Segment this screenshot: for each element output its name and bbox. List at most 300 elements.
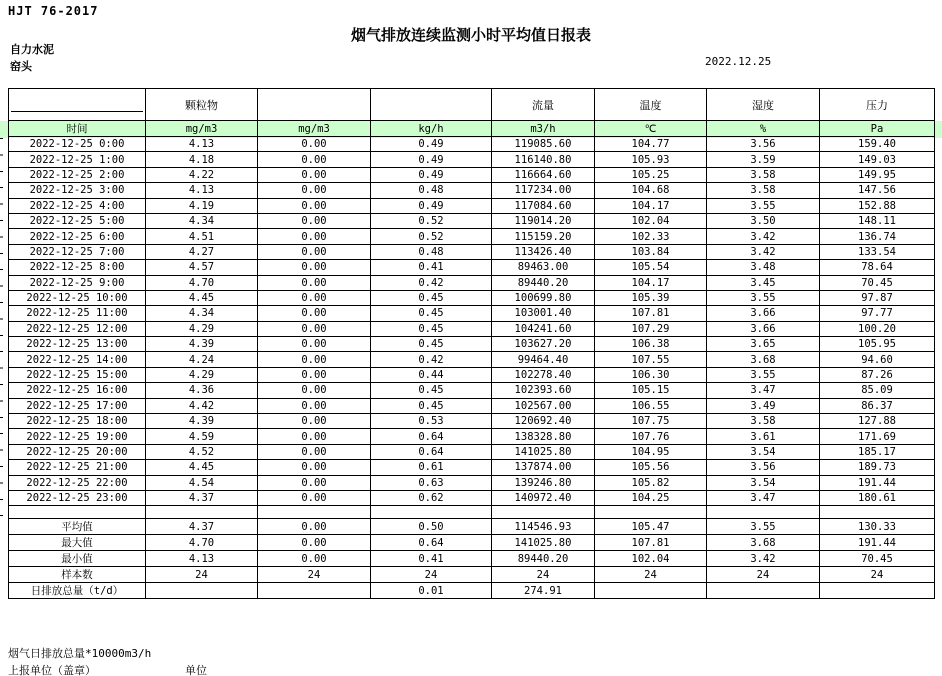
table-row — [9, 183, 935, 198]
value-cell: 105.82 — [595, 475, 707, 490]
value-cell: 0.00 — [258, 460, 371, 475]
time-cell: 2022-12-25 20:00 — [9, 444, 146, 459]
table-row — [9, 306, 935, 321]
summary-value-cell: 4.37 — [146, 519, 258, 535]
summary-value-cell: 105.47 — [595, 519, 707, 535]
summary-row — [9, 551, 935, 567]
monitoring-table — [8, 88, 935, 599]
column-header-humidity: 湿度 — [707, 89, 820, 121]
time-cell: 2022-12-25 0:00 — [9, 137, 146, 152]
summary-row — [9, 535, 935, 551]
value-cell: 185.17 — [820, 444, 935, 459]
value-cell: 105.95 — [820, 337, 935, 352]
table-row — [9, 290, 935, 305]
monitoring-point: 窑头 — [10, 60, 32, 73]
value-cell: 0.00 — [258, 367, 371, 382]
value-cell: 4.42 — [146, 398, 258, 413]
value-cell: 102.33 — [595, 229, 707, 244]
table-header — [9, 89, 935, 137]
value-cell: 3.56 — [707, 460, 820, 475]
value-cell: 4.39 — [146, 337, 258, 352]
value-cell: 0.53 — [371, 414, 492, 429]
summary-value-cell: 24 — [595, 567, 707, 583]
value-cell: 0.00 — [258, 306, 371, 321]
value-cell: 4.51 — [146, 229, 258, 244]
value-cell: 100699.80 — [492, 290, 595, 305]
summary-rows — [9, 519, 935, 599]
summary-value-cell — [820, 583, 935, 599]
time-header: 时间 — [9, 121, 146, 137]
value-cell: 3.47 — [707, 383, 820, 398]
summary-value-cell: 70.45 — [820, 551, 935, 567]
blank-cell — [9, 506, 146, 519]
summary-value-cell: 3.42 — [707, 551, 820, 567]
table-row — [9, 137, 935, 152]
value-cell: 0.00 — [258, 244, 371, 259]
value-cell: 70.45 — [820, 275, 935, 290]
time-cell: 2022-12-25 11:00 — [9, 306, 146, 321]
value-cell: 141025.80 — [492, 444, 595, 459]
value-cell: 89440.20 — [492, 275, 595, 290]
value-cell: 105.15 — [595, 383, 707, 398]
value-cell: 3.45 — [707, 275, 820, 290]
value-cell: 4.24 — [146, 352, 258, 367]
value-cell: 107.75 — [595, 414, 707, 429]
summary-value-cell: 3.55 — [707, 519, 820, 535]
value-cell: 0.48 — [371, 244, 492, 259]
value-cell: 0.49 — [371, 137, 492, 152]
time-cell: 2022-12-25 6:00 — [9, 229, 146, 244]
summary-value-cell: 3.68 — [707, 535, 820, 551]
value-cell: 3.58 — [707, 167, 820, 182]
value-cell: 4.27 — [146, 244, 258, 259]
summary-row — [9, 583, 935, 599]
value-cell: 0.00 — [258, 398, 371, 413]
value-cell: 104241.60 — [492, 321, 595, 336]
value-cell: 106.38 — [595, 337, 707, 352]
table-row — [9, 444, 935, 459]
value-cell: 3.42 — [707, 244, 820, 259]
value-cell: 3.50 — [707, 213, 820, 228]
table-row — [9, 167, 935, 182]
value-cell: 3.42 — [707, 229, 820, 244]
value-cell: 3.55 — [707, 290, 820, 305]
summary-value-cell: 0.50 — [371, 519, 492, 535]
value-cell: 0.00 — [258, 383, 371, 398]
value-cell: 4.18 — [146, 152, 258, 167]
value-cell: 107.55 — [595, 352, 707, 367]
value-cell: 4.29 — [146, 367, 258, 382]
reporting-unit-label: 上报单位（盖章） — [8, 664, 96, 676]
value-cell: 3.56 — [707, 137, 820, 152]
table-row — [9, 475, 935, 490]
value-cell: 0.00 — [258, 137, 371, 152]
summary-value-cell: 130.33 — [820, 519, 935, 535]
summary-value-cell: 102.04 — [595, 551, 707, 567]
value-cell: 0.00 — [258, 183, 371, 198]
value-cell: 4.39 — [146, 414, 258, 429]
value-cell: 3.47 — [707, 490, 820, 505]
time-cell: 2022-12-25 22:00 — [9, 475, 146, 490]
value-cell: 85.09 — [820, 383, 935, 398]
value-cell: 105.54 — [595, 260, 707, 275]
table-row — [9, 429, 935, 444]
unit-percent: % — [707, 121, 820, 137]
flow-total-note: 烟气日排放总量*10000m3/h — [8, 647, 152, 660]
table-row — [9, 275, 935, 290]
summary-value-cell: 0.64 — [371, 535, 492, 551]
summary-value-cell: 0.01 — [371, 583, 492, 599]
value-cell: 86.37 — [820, 398, 935, 413]
table-row — [9, 337, 935, 352]
summary-value-cell: 24 — [146, 567, 258, 583]
value-cell: 0.42 — [371, 352, 492, 367]
value-cell: 0.45 — [371, 383, 492, 398]
value-cell: 0.00 — [258, 152, 371, 167]
separator-section — [9, 506, 935, 519]
table-row — [9, 321, 935, 336]
value-cell: 0.00 — [258, 213, 371, 228]
value-cell: 0.52 — [371, 213, 492, 228]
time-cell: 2022-12-25 4:00 — [9, 198, 146, 213]
value-cell: 3.66 — [707, 306, 820, 321]
value-cell: 113426.40 — [492, 244, 595, 259]
value-cell: 104.25 — [595, 490, 707, 505]
value-cell: 0.00 — [258, 475, 371, 490]
value-cell: 104.95 — [595, 444, 707, 459]
value-cell: 0.45 — [371, 321, 492, 336]
summary-value-cell — [258, 583, 371, 599]
summary-value-cell — [707, 583, 820, 599]
summary-label: 样本数 — [9, 567, 146, 583]
value-cell: 104.68 — [595, 183, 707, 198]
value-cell: 0.52 — [371, 229, 492, 244]
summary-value-cell: 24 — [258, 567, 371, 583]
value-cell: 3.49 — [707, 398, 820, 413]
value-cell: 116140.80 — [492, 152, 595, 167]
value-cell: 0.45 — [371, 398, 492, 413]
value-cell: 3.54 — [707, 444, 820, 459]
summary-value-cell: 24 — [820, 567, 935, 583]
time-cell: 2022-12-25 8:00 — [9, 260, 146, 275]
left-edge-ticks — [0, 138, 3, 531]
summary-label: 平均值 — [9, 519, 146, 535]
summary-value-cell: 0.00 — [258, 519, 371, 535]
blank-cell — [595, 506, 707, 519]
value-cell: 94.60 — [820, 352, 935, 367]
time-cell: 2022-12-25 3:00 — [9, 183, 146, 198]
value-cell: 4.34 — [146, 306, 258, 321]
group-header-row — [9, 89, 935, 121]
value-cell: 97.77 — [820, 306, 935, 321]
table-row — [9, 398, 935, 413]
unit-mgm3-2: mg/m3 — [258, 121, 371, 137]
company-name: 自力水泥 — [10, 43, 54, 56]
column-header-blank1 — [258, 89, 371, 121]
value-cell: 100.20 — [820, 321, 935, 336]
value-cell: 4.22 — [146, 167, 258, 182]
summary-value-cell: 24 — [707, 567, 820, 583]
page-title: 烟气排放连续监测小时平均值日报表 — [350, 26, 591, 44]
data-rows — [9, 137, 935, 506]
value-cell: 116664.60 — [492, 167, 595, 182]
value-cell: 105.39 — [595, 290, 707, 305]
time-cell: 2022-12-25 9:00 — [9, 275, 146, 290]
column-header-flow: 流量 — [492, 89, 595, 121]
blank-cell — [492, 506, 595, 519]
value-cell: 3.68 — [707, 352, 820, 367]
value-cell: 105.56 — [595, 460, 707, 475]
value-cell: 0.64 — [371, 444, 492, 459]
blank-cell — [258, 506, 371, 519]
value-cell: 102567.00 — [492, 398, 595, 413]
value-cell: 139246.80 — [492, 475, 595, 490]
value-cell: 78.64 — [820, 260, 935, 275]
summary-value-cell: 0.00 — [258, 551, 371, 567]
time-cell: 2022-12-25 7:00 — [9, 244, 146, 259]
value-cell: 105.93 — [595, 152, 707, 167]
time-header-split-cell — [9, 89, 146, 121]
value-cell: 3.58 — [707, 414, 820, 429]
value-cell: 119085.60 — [492, 137, 595, 152]
time-cell: 2022-12-25 23:00 — [9, 490, 146, 505]
table-row — [9, 229, 935, 244]
value-cell: 189.73 — [820, 460, 935, 475]
summary-value-cell — [146, 583, 258, 599]
time-cell: 2022-12-25 21:00 — [9, 460, 146, 475]
summary-value-cell: 24 — [371, 567, 492, 583]
value-cell: 0.45 — [371, 337, 492, 352]
summary-value-cell: 274.91 — [492, 583, 595, 599]
split-divider — [11, 97, 143, 113]
table-row — [9, 260, 935, 275]
value-cell: 0.41 — [371, 260, 492, 275]
value-cell: 4.70 — [146, 275, 258, 290]
value-cell: 107.76 — [595, 429, 707, 444]
value-cell: 0.00 — [258, 444, 371, 459]
time-cell: 2022-12-25 19:00 — [9, 429, 146, 444]
unit-mgm3-1: mg/m3 — [146, 121, 258, 137]
table-row — [9, 352, 935, 367]
unit-kgh: kg/h — [371, 121, 492, 137]
value-cell: 136.74 — [820, 229, 935, 244]
value-cell: 3.66 — [707, 321, 820, 336]
value-cell: 103627.20 — [492, 337, 595, 352]
value-cell: 0.00 — [258, 275, 371, 290]
value-cell: 4.19 — [146, 198, 258, 213]
value-cell: 3.48 — [707, 260, 820, 275]
unit-header-row — [9, 121, 935, 137]
value-cell: 102278.40 — [492, 367, 595, 382]
value-cell: 152.88 — [820, 198, 935, 213]
summary-value-cell: 4.70 — [146, 535, 258, 551]
standard-code: HJT 76-2017 — [8, 4, 99, 18]
value-cell: 4.36 — [146, 383, 258, 398]
value-cell: 0.62 — [371, 490, 492, 505]
value-cell: 105.25 — [595, 167, 707, 182]
value-cell: 191.44 — [820, 475, 935, 490]
time-cell: 2022-12-25 15:00 — [9, 367, 146, 382]
value-cell: 159.40 — [820, 137, 935, 152]
value-cell: 0.44 — [371, 367, 492, 382]
value-cell: 137874.00 — [492, 460, 595, 475]
summary-value-cell: 4.13 — [146, 551, 258, 567]
table-row — [9, 244, 935, 259]
value-cell: 0.00 — [258, 321, 371, 336]
value-cell: 117084.60 — [492, 198, 595, 213]
value-cell: 4.13 — [146, 137, 258, 152]
unit-label: 单位 — [185, 664, 207, 676]
table-row — [9, 414, 935, 429]
table-row — [9, 490, 935, 505]
value-cell: 4.45 — [146, 460, 258, 475]
table-row — [9, 213, 935, 228]
value-cell: 0.49 — [371, 167, 492, 182]
value-cell: 104.17 — [595, 275, 707, 290]
value-cell: 4.57 — [146, 260, 258, 275]
value-cell: 3.58 — [707, 183, 820, 198]
table-row — [9, 152, 935, 167]
value-cell: 0.42 — [371, 275, 492, 290]
summary-row — [9, 519, 935, 535]
summary-value-cell — [595, 583, 707, 599]
value-cell: 0.00 — [258, 198, 371, 213]
value-cell: 0.00 — [258, 229, 371, 244]
value-cell: 117234.00 — [492, 183, 595, 198]
value-cell: 103.84 — [595, 244, 707, 259]
summary-value-cell: 191.44 — [820, 535, 935, 551]
value-cell: 0.00 — [258, 429, 371, 444]
time-cell: 2022-12-25 18:00 — [9, 414, 146, 429]
value-cell: 97.87 — [820, 290, 935, 305]
summary-row — [9, 567, 935, 583]
value-cell: 0.00 — [258, 414, 371, 429]
summary-label: 最大值 — [9, 535, 146, 551]
summary-value-cell: 107.81 — [595, 535, 707, 551]
summary-value-cell: 89440.20 — [492, 551, 595, 567]
value-cell: 0.45 — [371, 306, 492, 321]
value-cell: 3.55 — [707, 367, 820, 382]
report-date: 2022.12.25 — [705, 55, 772, 68]
summary-label: 日排放总量（t/d） — [9, 583, 146, 599]
summary-label: 最小值 — [9, 551, 146, 567]
value-cell: 4.59 — [146, 429, 258, 444]
value-cell: 149.03 — [820, 152, 935, 167]
value-cell: 102.04 — [595, 213, 707, 228]
value-cell: 0.49 — [371, 198, 492, 213]
value-cell: 147.56 — [820, 183, 935, 198]
value-cell: 104.77 — [595, 137, 707, 152]
column-header-pm: 颗粒物 — [146, 89, 258, 121]
value-cell: 4.52 — [146, 444, 258, 459]
blank-row — [9, 506, 935, 519]
time-cell: 2022-12-25 17:00 — [9, 398, 146, 413]
value-cell: 4.37 — [146, 490, 258, 505]
value-cell: 99464.40 — [492, 352, 595, 367]
value-cell: 3.59 — [707, 152, 820, 167]
value-cell: 4.45 — [146, 290, 258, 305]
value-cell: 4.54 — [146, 475, 258, 490]
value-cell: 0.63 — [371, 475, 492, 490]
time-cell: 2022-12-25 16:00 — [9, 383, 146, 398]
value-cell: 0.00 — [258, 352, 371, 367]
value-cell: 106.55 — [595, 398, 707, 413]
unit-celsius: ℃ — [595, 121, 707, 137]
value-cell: 133.54 — [820, 244, 935, 259]
table-row — [9, 383, 935, 398]
value-cell: 115159.20 — [492, 229, 595, 244]
value-cell: 0.00 — [258, 290, 371, 305]
value-cell: 3.65 — [707, 337, 820, 352]
value-cell: 107.29 — [595, 321, 707, 336]
value-cell: 3.61 — [707, 429, 820, 444]
value-cell: 0.00 — [258, 490, 371, 505]
blank-cell — [146, 506, 258, 519]
value-cell: 138328.80 — [492, 429, 595, 444]
value-cell: 0.64 — [371, 429, 492, 444]
value-cell: 106.30 — [595, 367, 707, 382]
value-cell: 87.26 — [820, 367, 935, 382]
value-cell: 3.55 — [707, 198, 820, 213]
value-cell: 89463.00 — [492, 260, 595, 275]
unit-m3h: m3/h — [492, 121, 595, 137]
value-cell: 102393.60 — [492, 383, 595, 398]
value-cell: 3.54 — [707, 475, 820, 490]
value-cell: 180.61 — [820, 490, 935, 505]
column-header-blank2 — [371, 89, 492, 121]
value-cell: 104.17 — [595, 198, 707, 213]
value-cell: 103001.40 — [492, 306, 595, 321]
value-cell: 0.00 — [258, 260, 371, 275]
value-cell: 0.45 — [371, 290, 492, 305]
time-cell: 2022-12-25 14:00 — [9, 352, 146, 367]
summary-value-cell: 24 — [492, 567, 595, 583]
value-cell: 0.48 — [371, 183, 492, 198]
column-header-pressure: 压力 — [820, 89, 935, 121]
value-cell: 4.34 — [146, 213, 258, 228]
value-cell: 149.95 — [820, 167, 935, 182]
table-row — [9, 367, 935, 382]
table-row — [9, 460, 935, 475]
value-cell: 171.69 — [820, 429, 935, 444]
time-cell: 2022-12-25 10:00 — [9, 290, 146, 305]
value-cell: 120692.40 — [492, 414, 595, 429]
value-cell: 107.81 — [595, 306, 707, 321]
value-cell: 119014.20 — [492, 213, 595, 228]
time-cell: 2022-12-25 12:00 — [9, 321, 146, 336]
value-cell: 0.00 — [258, 167, 371, 182]
table-row — [9, 198, 935, 213]
value-cell: 0.49 — [371, 152, 492, 167]
blank-cell — [820, 506, 935, 519]
value-cell: 4.13 — [146, 183, 258, 198]
value-cell: 127.88 — [820, 414, 935, 429]
value-cell: 140972.40 — [492, 490, 595, 505]
time-cell: 2022-12-25 5:00 — [9, 213, 146, 228]
time-cell: 2022-12-25 1:00 — [9, 152, 146, 167]
blank-cell — [371, 506, 492, 519]
unit-pa: Pa — [820, 121, 935, 137]
blank-cell — [707, 506, 820, 519]
summary-value-cell: 141025.80 — [492, 535, 595, 551]
value-cell: 0.61 — [371, 460, 492, 475]
column-header-temperature: 温度 — [595, 89, 707, 121]
value-cell: 4.29 — [146, 321, 258, 336]
value-cell: 148.11 — [820, 213, 935, 228]
value-cell: 0.00 — [258, 337, 371, 352]
time-cell: 2022-12-25 2:00 — [9, 167, 146, 182]
summary-value-cell: 0.00 — [258, 535, 371, 551]
